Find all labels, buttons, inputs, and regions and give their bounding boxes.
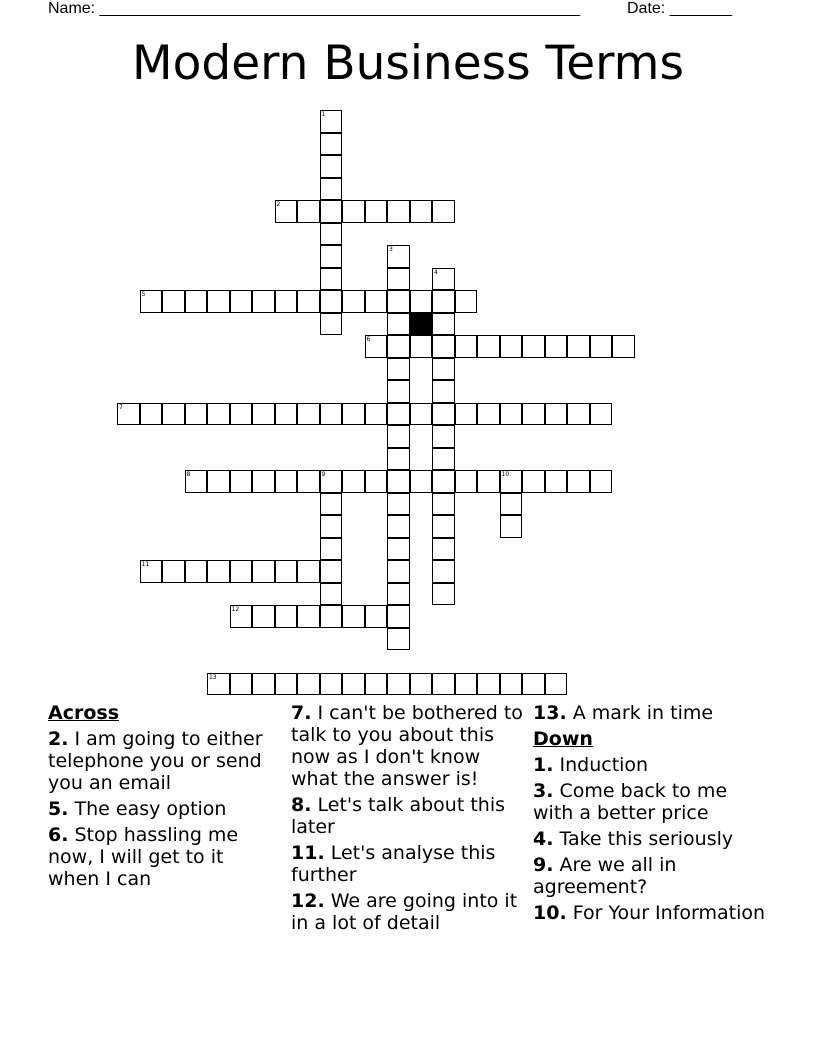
grid-cell[interactable] — [342, 403, 365, 426]
grid-cell[interactable] — [275, 200, 298, 223]
grid-cell[interactable] — [320, 605, 343, 628]
cell-number: 3 — [389, 246, 393, 253]
clue-text: The easy option — [74, 798, 227, 820]
grid-cell[interactable] — [342, 290, 365, 313]
grid-cell[interactable] — [500, 515, 523, 538]
grid-cell[interactable] — [320, 493, 343, 516]
grid-cell[interactable] — [387, 290, 410, 313]
grid-cell[interactable] — [320, 223, 343, 246]
grid-cell[interactable] — [410, 403, 433, 426]
black-cell — [410, 313, 433, 336]
grid-cell[interactable] — [365, 605, 388, 628]
grid-cell[interactable] — [522, 673, 545, 696]
grid-cell[interactable] — [432, 583, 455, 606]
grid-cell[interactable] — [387, 515, 410, 538]
grid-cell[interactable] — [365, 290, 388, 313]
cell-number: 2 — [276, 201, 281, 208]
clue-text: Let's analyse this further — [291, 842, 496, 886]
cell-number: 10 — [501, 471, 510, 478]
grid-cell[interactable] — [275, 403, 298, 426]
grid-cell[interactable] — [230, 470, 253, 493]
grid-cell[interactable] — [365, 335, 388, 358]
grid-cell[interactable] — [320, 470, 343, 493]
cell-number: 11 — [141, 561, 150, 568]
clue-number: 1. — [533, 754, 554, 776]
grid-cell[interactable] — [252, 560, 275, 583]
grid-cell[interactable] — [387, 403, 410, 426]
grid-cell[interactable] — [162, 560, 185, 583]
clue-number: 3. — [533, 780, 554, 802]
grid-cell[interactable] — [410, 673, 433, 696]
grid-cell[interactable] — [207, 403, 230, 426]
grid-cell[interactable] — [387, 470, 410, 493]
clue-number: 2. — [48, 728, 69, 750]
grid-cell[interactable] — [432, 268, 455, 291]
grid-cell[interactable] — [140, 403, 163, 426]
grid-cell[interactable] — [365, 470, 388, 493]
cell-number: 4 — [434, 268, 438, 276]
grid-cell[interactable] — [140, 560, 163, 583]
grid-cell[interactable] — [320, 403, 343, 426]
clue-number: 12. — [291, 890, 325, 912]
grid-cell[interactable] — [230, 673, 253, 696]
grid-cell[interactable] — [387, 673, 410, 696]
clue-text: I can't be bothered to talk to you about this now as I don't know what the answer is! — [291, 702, 523, 790]
grid-cell[interactable] — [230, 403, 253, 426]
clue-down-3 — [533, 780, 768, 824]
grid-cell[interactable] — [252, 673, 275, 696]
grid-cell[interactable] — [432, 313, 455, 336]
grid-cell[interactable] — [297, 605, 320, 628]
grid-cell[interactable] — [320, 178, 343, 201]
clues-column-3 — [533, 702, 768, 928]
clue-number: 13. — [533, 702, 567, 724]
grid-cell[interactable] — [432, 425, 455, 448]
clues-column-1 — [48, 702, 278, 894]
grid-cell[interactable] — [162, 290, 185, 313]
clue-text: Let's talk about this later — [291, 794, 505, 838]
page-title: Modern Business Terms — [132, 36, 684, 91]
grid-cell[interactable] — [387, 538, 410, 561]
grid-cell[interactable] — [455, 403, 478, 426]
grid-cell[interactable] — [252, 290, 275, 313]
grid-cell[interactable] — [545, 335, 568, 358]
grid-cell[interactable] — [342, 673, 365, 696]
clue-text: I am going to either telephone you or send you an email — [48, 728, 263, 794]
clue-text: Are we all in agreement? — [533, 854, 677, 898]
grid-cell[interactable] — [567, 335, 590, 358]
grid-cell[interactable] — [500, 470, 523, 493]
grid-cell[interactable] — [320, 515, 343, 538]
grid-cell[interactable] — [522, 335, 545, 358]
grid-cell[interactable] — [320, 200, 343, 223]
clue-across-7 — [291, 702, 527, 790]
clue-number: 5. — [48, 798, 69, 820]
name-field-label: Name: ______________________________________________________ — [48, 0, 581, 17]
grid-cell[interactable] — [545, 470, 568, 493]
grid-cell[interactable] — [432, 358, 455, 381]
clue-down-10 — [533, 902, 768, 924]
clue-text: Stop hassling me now, I will get to it when I can — [48, 824, 239, 890]
grid-cell[interactable] — [207, 673, 230, 696]
grid-cell[interactable] — [477, 335, 500, 358]
grid-cell[interactable] — [545, 403, 568, 426]
grid-cell[interactable] — [320, 583, 343, 606]
grid-cell[interactable] — [387, 380, 410, 403]
grid-cell[interactable] — [545, 673, 568, 696]
grid-cell[interactable] — [567, 470, 590, 493]
grid-cell[interactable] — [207, 560, 230, 583]
clue-across-5 — [48, 798, 278, 820]
clue-across-13 — [533, 702, 768, 724]
grid-cell[interactable] — [387, 245, 410, 268]
clue-text: Come back to me with a better price — [533, 780, 728, 824]
grid-cell[interactable] — [410, 335, 433, 358]
grid-cell[interactable] — [455, 673, 478, 696]
grid-cell[interactable] — [387, 313, 410, 336]
clue-across-2 — [48, 728, 278, 794]
clue-across-12 — [291, 890, 527, 934]
grid-cell[interactable] — [432, 515, 455, 538]
cell-number: 12 — [231, 606, 240, 613]
clue-across-8 — [291, 794, 527, 838]
grid-cell[interactable] — [207, 290, 230, 313]
grid-cell[interactable] — [455, 470, 478, 493]
grid-cell[interactable] — [185, 403, 208, 426]
clue-across-11 — [291, 842, 527, 886]
grid-cell[interactable] — [432, 538, 455, 561]
grid-cell[interactable] — [387, 335, 410, 358]
grid-cell[interactable] — [320, 245, 343, 268]
clue-number: 8. — [291, 794, 312, 816]
grid-cell[interactable] — [387, 493, 410, 516]
clues-column-2 — [291, 702, 527, 938]
grid-cell[interactable] — [387, 605, 410, 628]
grid-cell[interactable] — [455, 335, 478, 358]
grid-cell[interactable] — [140, 290, 163, 313]
grid-cell[interactable] — [275, 673, 298, 696]
grid-cell[interactable] — [185, 290, 208, 313]
grid-cell[interactable] — [432, 493, 455, 516]
grid-cell[interactable] — [252, 605, 275, 628]
grid-cell[interactable] — [455, 290, 478, 313]
grid-cell[interactable] — [590, 335, 613, 358]
grid-cell[interactable] — [477, 673, 500, 696]
grid-cell[interactable] — [185, 470, 208, 493]
grid-cell[interactable] — [387, 358, 410, 381]
grid-cell[interactable] — [432, 470, 455, 493]
down-heading: Down — [533, 728, 593, 750]
grid-cell[interactable] — [500, 493, 523, 516]
grid-cell[interactable] — [387, 200, 410, 223]
grid-cell[interactable] — [297, 200, 320, 223]
clue-down-4 — [533, 828, 768, 850]
clue-text: A mark in time — [572, 702, 714, 724]
grid-cell[interactable] — [522, 403, 545, 426]
grid-cell[interactable] — [432, 560, 455, 583]
cell-number: 8 — [186, 471, 191, 478]
grid-cell[interactable] — [500, 335, 523, 358]
grid-cell[interactable] — [365, 200, 388, 223]
across-heading: Across — [48, 702, 120, 724]
grid-cell[interactable] — [230, 560, 253, 583]
grid-cell[interactable] — [500, 673, 523, 696]
grid-cell[interactable] — [230, 605, 253, 628]
grid-cell[interactable] — [207, 470, 230, 493]
grid-cell[interactable] — [117, 403, 140, 426]
grid-cell[interactable] — [522, 470, 545, 493]
grid-cell[interactable] — [387, 448, 410, 471]
grid-cell[interactable] — [365, 403, 388, 426]
grid-cell[interactable] — [432, 448, 455, 471]
grid-cell[interactable] — [275, 470, 298, 493]
grid-cell[interactable] — [477, 403, 500, 426]
grid-cell[interactable] — [567, 403, 590, 426]
date-field-label: Date: _______ — [627, 0, 732, 17]
grid-cell[interactable] — [590, 403, 613, 426]
grid-cell[interactable] — [387, 560, 410, 583]
grid-cell[interactable] — [297, 673, 320, 696]
grid-cell[interactable] — [342, 605, 365, 628]
grid-cell[interactable] — [275, 560, 298, 583]
grid-cell[interactable] — [320, 538, 343, 561]
clue-number: 7. — [291, 702, 312, 724]
grid-cell[interactable] — [320, 673, 343, 696]
clue-number: 10. — [533, 902, 567, 924]
grid-cell[interactable] — [477, 470, 500, 493]
grid-cell[interactable] — [162, 403, 185, 426]
cell-number: 7 — [119, 403, 123, 411]
grid-cell[interactable] — [612, 335, 635, 358]
grid-cell[interactable] — [297, 403, 320, 426]
grid-cell[interactable] — [320, 560, 343, 583]
grid-cell[interactable] — [297, 560, 320, 583]
grid-cell[interactable] — [320, 268, 343, 291]
grid-cell[interactable] — [365, 673, 388, 696]
grid-cell[interactable] — [387, 425, 410, 448]
grid-cell[interactable] — [320, 290, 343, 313]
grid-cell[interactable] — [410, 290, 433, 313]
grid-cell[interactable] — [432, 335, 455, 358]
clue-text: We are going into it in a lot of detail — [291, 890, 518, 934]
grid-cell[interactable] — [275, 605, 298, 628]
cell-number: 13 — [209, 673, 217, 681]
grid-cell[interactable] — [320, 155, 343, 178]
grid-cell[interactable] — [342, 470, 365, 493]
clue-number: 11. — [291, 842, 325, 864]
grid-cell[interactable] — [230, 290, 253, 313]
grid-cell[interactable] — [320, 110, 343, 133]
grid-cell[interactable] — [387, 628, 410, 651]
grid-cell[interactable] — [432, 380, 455, 403]
grid-cell[interactable] — [410, 470, 433, 493]
grid-cell[interactable] — [297, 470, 320, 493]
grid-cell[interactable] — [387, 583, 410, 606]
clue-across-6 — [48, 824, 278, 890]
grid-cell[interactable] — [432, 403, 455, 426]
cell-number: 9 — [321, 471, 326, 478]
grid-cell[interactable] — [185, 560, 208, 583]
clue-down-9 — [533, 854, 768, 898]
cell-number: 6 — [366, 336, 371, 343]
cell-number: 5 — [141, 291, 146, 298]
grid-cell[interactable] — [500, 403, 523, 426]
grid-cell[interactable] — [590, 470, 613, 493]
grid-cell[interactable] — [432, 673, 455, 696]
grid-cell[interactable] — [342, 200, 365, 223]
grid-cell[interactable] — [432, 200, 455, 223]
clue-number: 6. — [48, 824, 69, 846]
grid-cell[interactable] — [297, 290, 320, 313]
cell-number: 1 — [321, 111, 326, 118]
clue-text: Take this seriously — [559, 828, 734, 850]
grid-cell[interactable] — [410, 200, 433, 223]
grid-cell[interactable] — [320, 313, 343, 336]
grid-cell[interactable] — [432, 290, 455, 313]
grid-cell[interactable] — [320, 133, 343, 156]
clue-number: 4. — [533, 828, 554, 850]
clue-down-1 — [533, 754, 768, 776]
clue-text: For Your Information — [572, 902, 766, 924]
grid-cell[interactable] — [275, 290, 298, 313]
clue-text: Induction — [559, 754, 649, 776]
grid-cell[interactable] — [252, 470, 275, 493]
grid-cell[interactable] — [252, 403, 275, 426]
clue-number: 9. — [533, 854, 554, 876]
grid-cell[interactable] — [387, 268, 410, 291]
